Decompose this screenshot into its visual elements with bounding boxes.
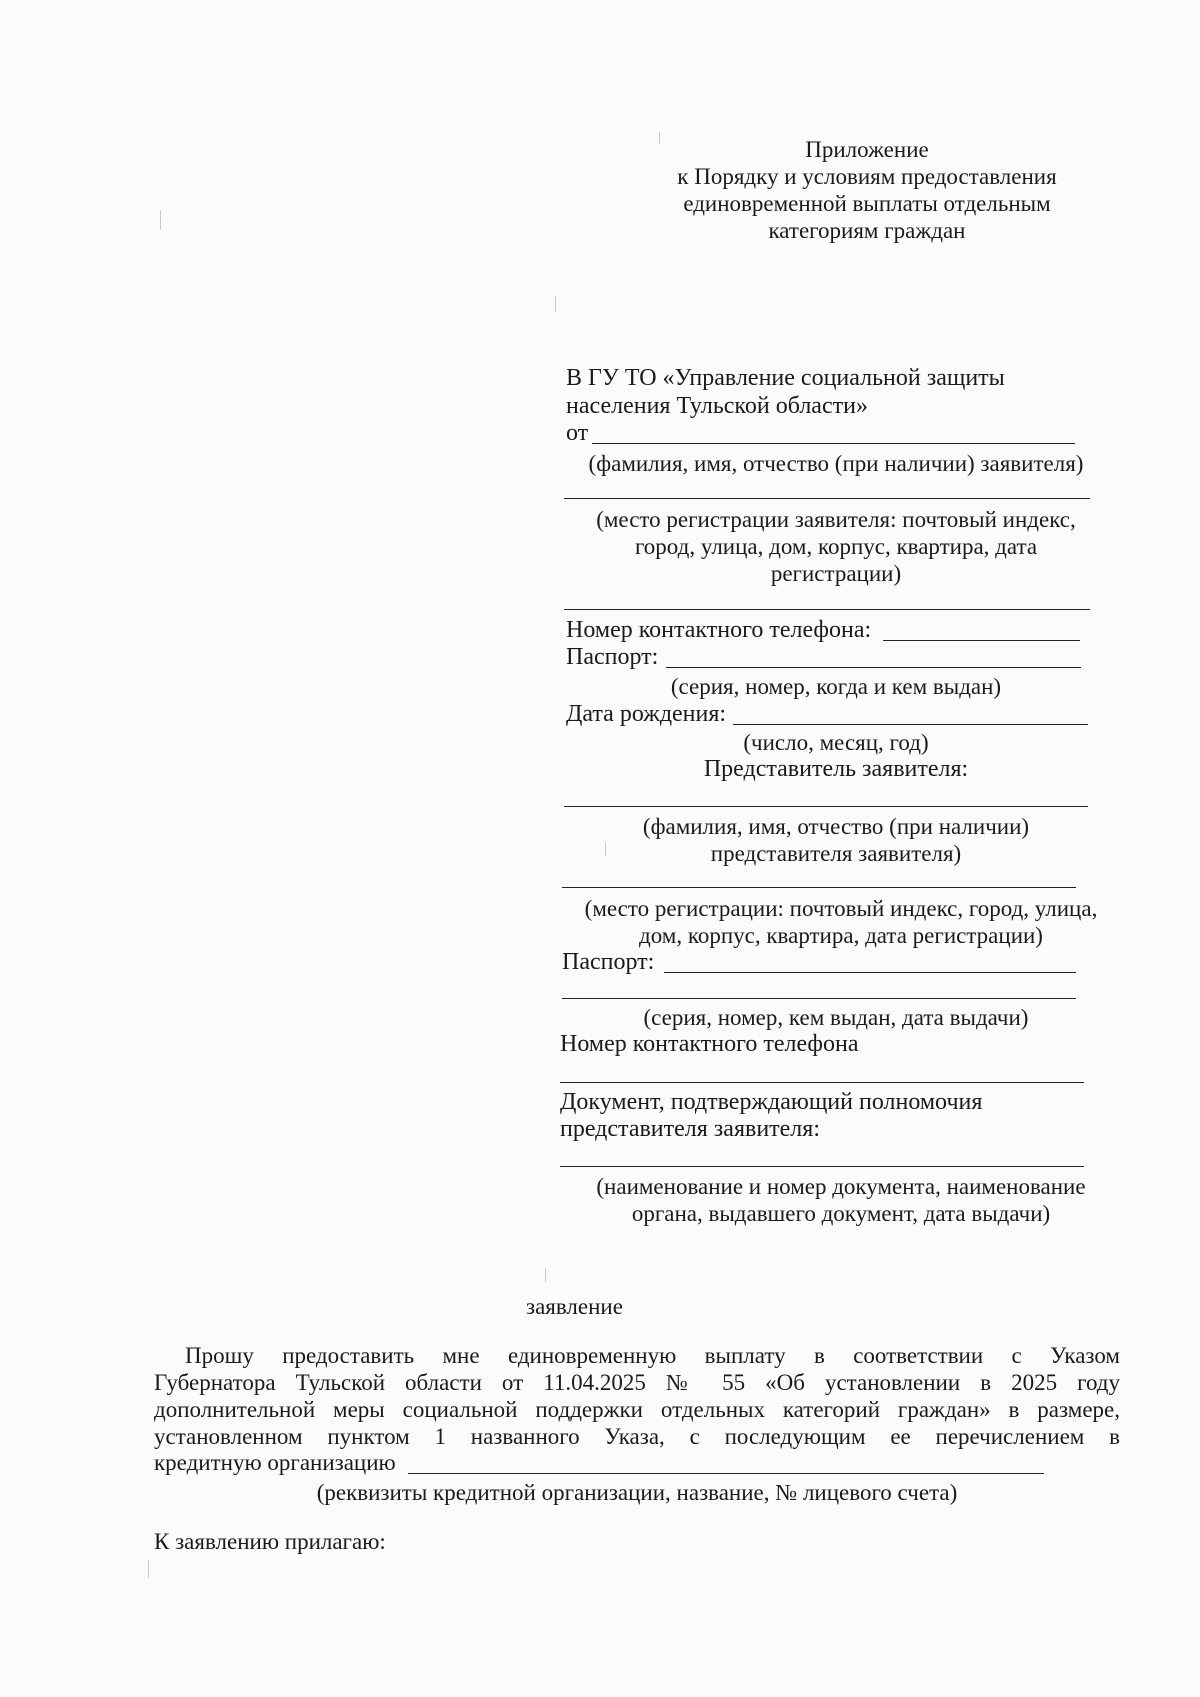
applicant-address-field-2[interactable] (564, 609, 1090, 610)
scan-speck (160, 210, 161, 230)
statement-body-line: дополнительной меры социальной поддержки отдельных категорий граждан» в размере, (154, 1397, 1120, 1422)
representative-authority-hint: (наименование и номер документа, наименование (596, 1174, 1086, 1199)
addressee-line: В ГУ ТО «Управление социальной защиты (566, 365, 1005, 391)
representative-fio-hint: представителя заявителя) (710, 841, 962, 866)
representative-phone-field[interactable] (560, 1082, 1084, 1083)
statement-body-line: Губернатора Тульской области от 11.04.2025 № 55 «Об установлении в 2025 году (154, 1370, 1120, 1395)
applicant-birth-hint: (число, месяц, год) (743, 730, 929, 755)
applicant-address-hint: регистрации) (770, 561, 902, 586)
representative-authority-field[interactable] (560, 1166, 1084, 1167)
representative-address-hint: (место регистрации: почтовый индекс, город, улица, (584, 896, 1098, 921)
scan-speck (555, 296, 556, 312)
representative-passport-label: Паспорт: (562, 949, 655, 975)
applicant-phone-field[interactable] (883, 640, 1080, 641)
representative-address-hint: дом, корпус, квартира, дата регистрации) (639, 923, 1043, 948)
representative-passport-field-2[interactable] (562, 998, 1076, 999)
representative-fio-field[interactable] (564, 806, 1088, 807)
representative-authority-label: представителя заявителя: (560, 1116, 820, 1142)
applicant-birth-label: Дата рождения: (566, 701, 727, 727)
appendix-line: единовременной выплаты отдельным (683, 191, 1051, 216)
applicant-passport-hint: (серия, номер, когда и кем выдан) (670, 674, 1002, 699)
applicant-passport-field[interactable] (666, 667, 1081, 668)
appendix-line: категориям граждан (768, 218, 966, 243)
appendix-line: к Порядку и условиям предоставления (677, 164, 1057, 189)
representative-fio-hint: (фамилия, имя, отчество (при наличии) (642, 814, 1030, 839)
appendix-title: Приложение (805, 137, 929, 162)
from-label: от (566, 420, 589, 446)
representative-phone-label: Номер контактного телефона (560, 1031, 859, 1057)
statement-bank-label: кредитную организацию (154, 1450, 396, 1475)
applicant-address-hint: город, улица, дом, корпус, квартира, дата (634, 534, 1038, 559)
representative-passport-hint: (серия, номер, кем выдан, дата выдачи) (643, 1005, 1029, 1030)
representative-passport-field[interactable] (664, 972, 1076, 973)
applicant-phone-label: Номер контактного телефона: (566, 617, 872, 643)
bank-details-hint: (реквизиты кредитной организации, название, № лицевого счета) (316, 1480, 958, 1505)
applicant-address-field[interactable] (564, 498, 1090, 499)
representative-authority-label: Документ, подтверждающий полномочия (560, 1089, 983, 1115)
scan-speck (545, 1268, 546, 1282)
applicant-address-hint: (место регистрации заявителя: почтовый индекс, (596, 507, 1076, 532)
scan-speck (148, 1560, 149, 1578)
statement-body-line: Прошу предоставить мне единовременную выплату в соответствии с Указом (185, 1343, 1120, 1368)
addressee-line: населения Тульской области» (566, 393, 868, 419)
statement-title: заявление (526, 1294, 623, 1319)
representative-authority-hint: органа, выдавшего документ, дата выдачи) (631, 1201, 1051, 1226)
representative-address-field[interactable] (562, 887, 1076, 888)
bank-details-field[interactable] (408, 1473, 1044, 1474)
statement-body-line: установленном пунктом 1 названного Указа, с последующим ее перечислением в (154, 1424, 1120, 1449)
applicant-birth-field[interactable] (733, 724, 1088, 725)
applicant-fio-field[interactable] (592, 443, 1075, 444)
attachments-label: К заявлению прилагаю: (154, 1529, 386, 1554)
applicant-fio-hint: (фамилия, имя, отчество (при наличии) заявителя) (588, 451, 1084, 476)
applicant-passport-label: Паспорт: (566, 644, 659, 670)
representative-heading: Представитель заявителя: (703, 756, 969, 782)
